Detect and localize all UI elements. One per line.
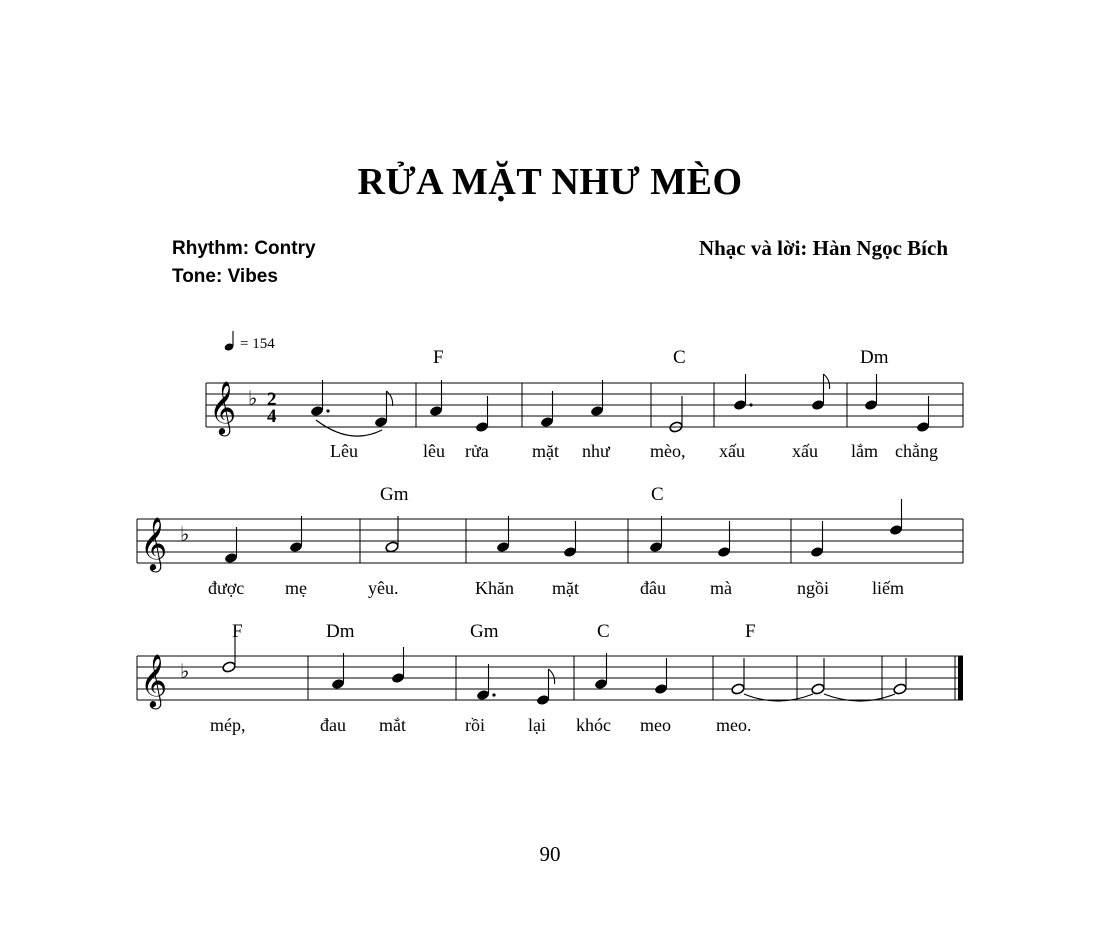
lyric-syllable: chẳng [895, 441, 938, 461]
page-number: 90 [539, 842, 561, 866]
staff-system-3 [137, 621, 963, 735]
tone-label: Tone: Vibes [172, 266, 278, 287]
staff-system-1 [206, 347, 963, 461]
lyric-syllable: lại [528, 715, 546, 735]
final-barline [958, 656, 963, 700]
lyric-syllable: lêu [423, 441, 445, 461]
flat-key-signature-icon: ♭ [248, 388, 258, 410]
time-signature-top: 2 [267, 389, 277, 410]
lyric-syllable: mắt [379, 715, 406, 735]
lyric-syllable: lắm [851, 441, 878, 461]
lyric-syllable: mặt [532, 441, 559, 461]
lyric-syllable: yêu. [368, 578, 399, 598]
rhythm-label: Rhythm: Contry [172, 238, 316, 259]
lyric-syllable: mẹ [285, 578, 307, 598]
lyric-syllable: được [208, 578, 245, 598]
lyric-syllable: mép, [210, 715, 246, 735]
lyric-syllable: đâu [640, 578, 666, 598]
song-title: RỬA MẶT NHƯ MÈO [357, 161, 743, 203]
chord-symbol: Dm [326, 621, 355, 642]
staff-system-2 [137, 484, 963, 598]
chord-symbol: Gm [470, 621, 499, 642]
chord-symbol: C [597, 621, 610, 642]
lyric-syllable: xấu [792, 441, 818, 461]
tempo-marking [224, 331, 276, 352]
lyric-syllable: đau [320, 715, 346, 735]
flat-key-signature-icon: ♭ [180, 661, 190, 683]
flat-key-signature-icon: ♭ [180, 524, 190, 546]
lyric-syllable: như [582, 441, 610, 461]
lyric-syllable: rồi [465, 715, 485, 735]
lyric-syllable: meo. [716, 715, 752, 735]
lyric-syllable: mèo, [650, 441, 686, 461]
lyric-syllable: liếm [872, 578, 904, 598]
chord-symbol: C [673, 347, 686, 368]
lyric-syllable: ngồi [797, 578, 830, 598]
lyric-syllable: meo [640, 715, 671, 735]
chord-symbol: F [433, 347, 444, 368]
lyric-syllable: Lêu [330, 441, 358, 461]
time-signature-bottom: 4 [267, 406, 277, 427]
treble-clef-icon: 𝄞 [209, 382, 237, 433]
composer-credit: Nhạc và lời: Hàn Ngọc Bích [698, 236, 948, 260]
tempo-value: = 154 [240, 336, 275, 352]
chord-symbol: Gm [380, 484, 409, 505]
treble-clef-icon: 𝄞 [140, 518, 168, 569]
lyric-syllable: khóc [576, 715, 611, 735]
lyric-syllable: rửa [465, 441, 489, 461]
treble-clef-icon: 𝄞 [140, 655, 168, 706]
lyric-syllable: xấu [719, 441, 745, 461]
chord-symbol: Dm [860, 347, 889, 368]
lyric-syllable: Khăn [475, 578, 514, 598]
chord-symbol: F [232, 621, 243, 642]
chord-symbol: F [745, 621, 756, 642]
lyric-syllable: mặt [552, 578, 579, 598]
chord-symbol: C [651, 484, 664, 505]
lyric-syllable: mà [710, 578, 732, 598]
